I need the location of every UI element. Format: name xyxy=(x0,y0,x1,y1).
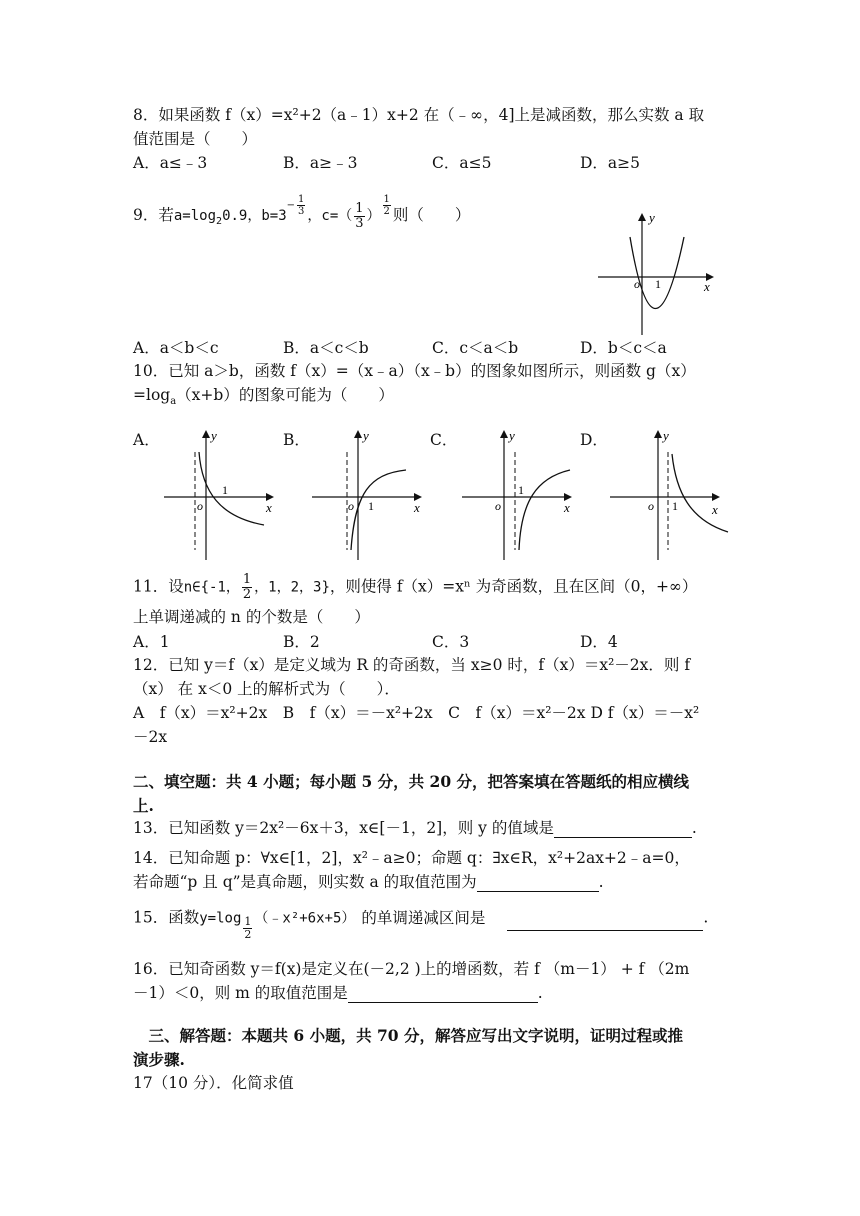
q8-option-a: A．a≤﹣3 xyxy=(133,154,208,172)
q9-b-exponent: − 1 3 xyxy=(286,194,305,217)
q11-option-b: B．2 xyxy=(283,633,320,651)
q9-stem: 9．若$a=\log_20.9$，$b=3^{- \frac{1}{3}}$ ，c=（ $\frac{1}{3}$ ） $^{\frac{1}{2}}$ 则（ ） xyxy=(133,194,471,231)
q10-option-b: B． xyxy=(283,431,310,449)
section2-heading-line1: 二、填空题：共 4 小题；每小题 5 分，共 20 分，把答案填在答题纸的相应横线 xyxy=(133,772,690,791)
q11-option-d: D．4 xyxy=(580,633,618,651)
svg-text:1: 1 xyxy=(672,499,678,513)
q11-line1: 11．设n∈{-1， $\frac{1}{2}$ ，1，2，3}，则使得 f（x）=xⁿ 为奇函数，且在区间（0，+∞） xyxy=(133,572,698,602)
parabola-origin-label: o xyxy=(634,277,640,291)
q8-line1: 8．如果函数 f（x）=x²+2（a﹣1）x+2 在（﹣∞，4]上是减函数，那么实数 a 取 xyxy=(133,106,705,124)
graph-a xyxy=(160,422,280,562)
q9-c-exponent: 1 2 xyxy=(383,194,390,217)
q14-answer-blank[interactable] xyxy=(477,875,599,892)
q16-line1: 16．已知奇函数 y＝f(x)是定义在(－2,2 )上的增函数，若 f （m－1） + f （2m xyxy=(133,960,690,978)
svg-text:1: 1 xyxy=(368,499,374,513)
q8-option-d: D．a≥5 xyxy=(580,154,641,172)
q13-text: 13．已知函数 y＝2x²－6x＋3，x∈[－1，2]，则 y 的值域是 . xyxy=(133,819,697,837)
q10-option-c: C． xyxy=(430,431,458,449)
q8-option-c: C．a≤5 xyxy=(432,154,492,172)
parabola-figure xyxy=(594,205,720,340)
q9-option-b: B．a＜c＜b xyxy=(283,339,369,357)
svg-text:o: o xyxy=(648,499,654,513)
svg-text:o: o xyxy=(197,499,203,513)
q15-text: 15．函数y=log $\frac{1}{2}$ （﹣x²+6x+5） 的单调递减区间是 . xyxy=(133,908,709,941)
svg-text:x: x xyxy=(414,500,420,515)
q10-line1: 10．已知 a＞b，函数 f（x）=（x﹣a）（x﹣b）的图象如图所示，则函数 g（x） xyxy=(133,362,696,380)
q16-line2: －1）＜0，则 m 的取值范围是 . xyxy=(133,984,543,1002)
q12-line1: 12．已知 y＝f（x）是定义域为 R 的奇函数，当 x≥0 时，f（x）＝x²－2x．则 f xyxy=(133,656,691,674)
parabola-y-label: y xyxy=(649,210,655,225)
svg-text:y: y xyxy=(509,428,515,443)
q10-line2: $=\log_a(x+b)$的图象可能为（ ） xyxy=(133,386,394,408)
q12-line3: A f（x）＝x²+2x B f（x）＝－x²+2x C f（x）＝x²－2x D f（x）＝－x² xyxy=(133,704,700,722)
graph-d xyxy=(606,422,732,562)
svg-text:x: x xyxy=(266,500,272,515)
graph-c xyxy=(458,422,578,562)
svg-text:o: o xyxy=(348,499,354,513)
q17-text: 17（10 分）．化简求值 xyxy=(133,1074,294,1092)
q13-answer-blank[interactable] xyxy=(554,821,692,838)
q9-option-c: C．c＜a＜b xyxy=(432,339,519,357)
q11-option-c: C．3 xyxy=(432,633,470,651)
svg-text:o: o xyxy=(495,499,501,513)
q8-option-b: B．a≥﹣3 xyxy=(283,154,358,172)
q10-option-a: A． xyxy=(133,431,160,449)
q9-option-a: A．a＜b＜c xyxy=(133,339,219,357)
q14-line2: 若命题“p 且 q”是真命题，则实数 a 的取值范围为 . xyxy=(133,873,604,891)
svg-text:y: y xyxy=(363,428,369,443)
svg-text:y: y xyxy=(211,428,217,443)
q14-line1: 14．已知命题 p：∀x∈[1，2]，x²﹣a≥0；命题 q：∃x∈R，x²+2ax+2﹣a=0， xyxy=(133,849,690,867)
section3-heading-line2: 演步骤. xyxy=(133,1050,185,1069)
q12-line2: （x） 在 x＜0 上的解析式为（ ）． xyxy=(133,680,400,698)
svg-text:1: 1 xyxy=(222,483,228,497)
q16-answer-blank[interactable] xyxy=(348,986,538,1003)
section3-heading-line1: 三、解答题：本题共 6 小题，共 70 分，解答应写出文字说明，证明过程或推 xyxy=(133,1026,683,1045)
svg-text:1: 1 xyxy=(518,483,524,497)
parabola-x-label: x xyxy=(704,279,710,294)
svg-text:x: x xyxy=(564,500,570,515)
section2-heading-line2: 上. xyxy=(133,796,154,815)
q10-option-d: D． xyxy=(580,431,608,449)
q12-line4: －2x xyxy=(133,728,168,746)
q15-answer-blank[interactable] xyxy=(507,914,703,931)
graph-b xyxy=(308,422,428,562)
q11-line2: 上单调递减的 n 的个数是（ ） xyxy=(133,608,370,626)
svg-text:x: x xyxy=(712,502,718,517)
q11-option-a: A．1 xyxy=(133,633,170,651)
parabola-one-label: 1 xyxy=(655,277,661,291)
q8-line2: 值范围是（ ） xyxy=(133,130,258,148)
svg-text:y: y xyxy=(663,428,669,443)
q9-option-d: D．b＜c＜a xyxy=(580,339,667,357)
